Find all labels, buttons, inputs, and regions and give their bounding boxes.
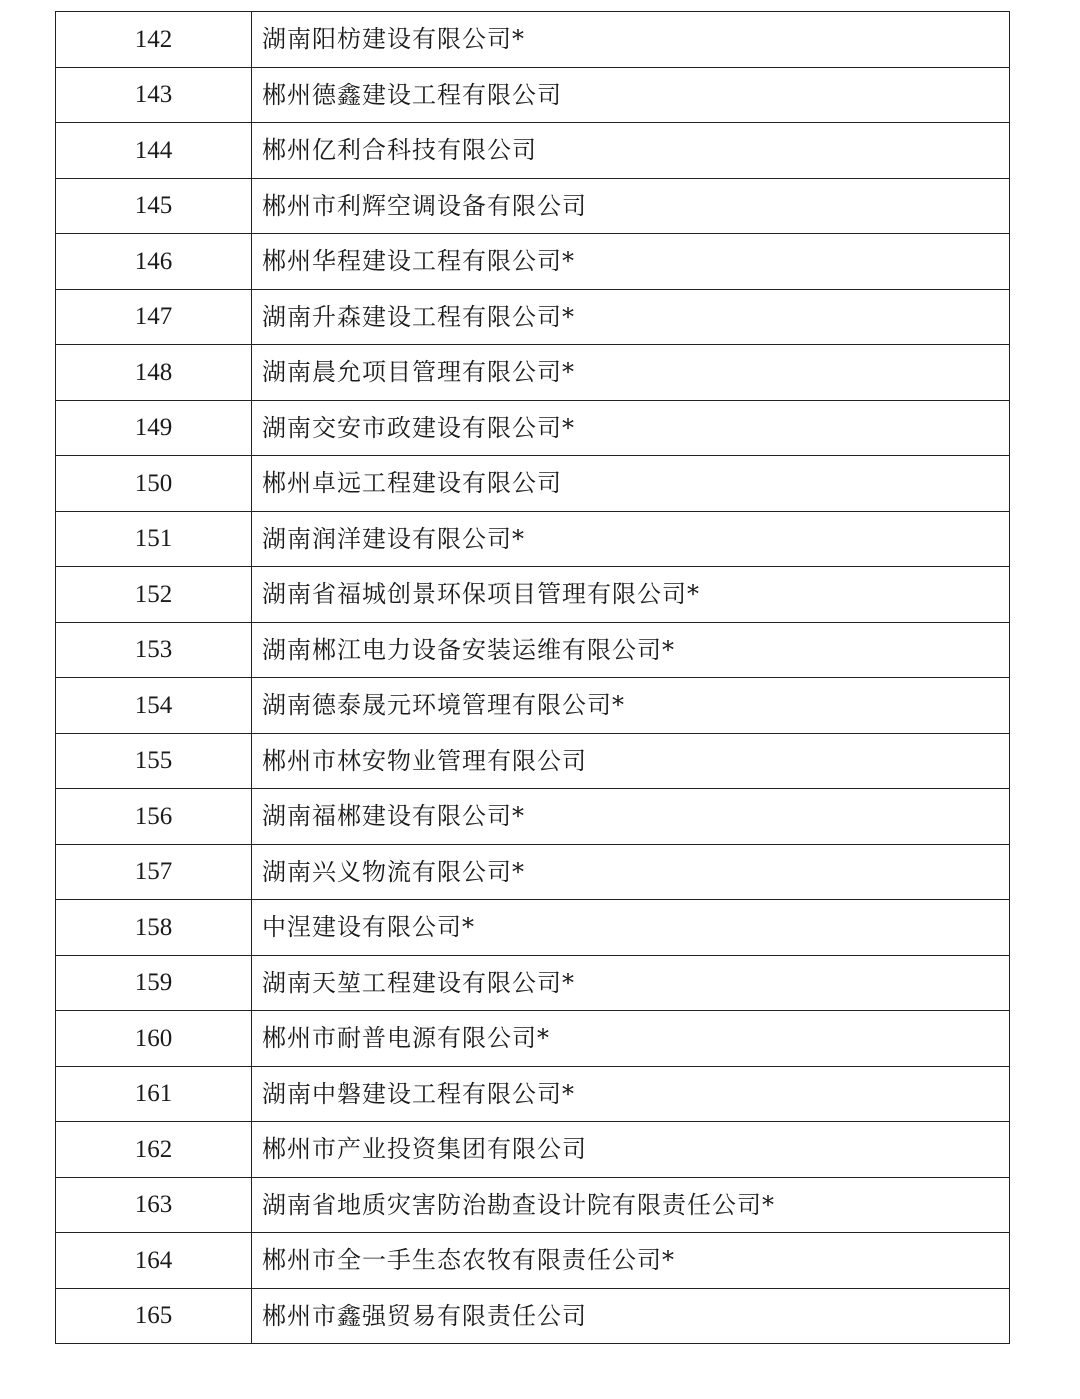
company-name-cell: 湖南郴江电力设备安装运维有限公司* bbox=[252, 622, 1010, 678]
company-name-cell: 湖南交安市政建设有限公司* bbox=[252, 400, 1010, 456]
row-number-cell: 150 bbox=[56, 456, 252, 512]
table-row bbox=[56, 1233, 1010, 1289]
row-number-cell: 142 bbox=[56, 12, 252, 68]
company-name-cell: 湖南德泰晟元环境管理有限公司* bbox=[252, 678, 1010, 734]
company-name-cell: 郴州市利辉空调设备有限公司 bbox=[252, 178, 1010, 234]
company-name-cell: 郴州亿利合科技有限公司 bbox=[252, 123, 1010, 179]
row-number-cell: 151 bbox=[56, 511, 252, 567]
company-name-cell: 湖南晨允项目管理有限公司* bbox=[252, 345, 1010, 401]
company-name-cell: 郴州市耐普电源有限公司* bbox=[252, 1011, 1010, 1067]
company-name-cell: 湖南升森建设工程有限公司* bbox=[252, 289, 1010, 345]
row-number-cell: 161 bbox=[56, 1066, 252, 1122]
row-number-cell: 145 bbox=[56, 178, 252, 234]
company-name-cell: 郴州市林安物业管理有限公司 bbox=[252, 733, 1010, 789]
table-row bbox=[56, 900, 1010, 956]
row-number-cell: 146 bbox=[56, 234, 252, 290]
table-row bbox=[56, 789, 1010, 845]
table-row bbox=[56, 733, 1010, 789]
company-name-cell: 湖南中磐建设工程有限公司* bbox=[252, 1066, 1010, 1122]
company-name-cell: 郴州市鑫强贸易有限责任公司 bbox=[252, 1288, 1010, 1344]
table-row bbox=[56, 234, 1010, 290]
company-name-cell: 湖南兴义物流有限公司* bbox=[252, 844, 1010, 900]
company-name-cell: 湖南省地质灾害防治勘查设计院有限责任公司* bbox=[252, 1177, 1010, 1233]
row-number-cell: 147 bbox=[56, 289, 252, 345]
table-row bbox=[56, 1177, 1010, 1233]
table-row bbox=[56, 955, 1010, 1011]
table-row bbox=[56, 178, 1010, 234]
row-number-cell: 148 bbox=[56, 345, 252, 401]
table-row bbox=[56, 289, 1010, 345]
table-row bbox=[56, 345, 1010, 401]
row-number-cell: 157 bbox=[56, 844, 252, 900]
company-name-cell: 郴州市全一手生态农牧有限责任公司* bbox=[252, 1233, 1010, 1289]
row-number-cell: 156 bbox=[56, 789, 252, 845]
row-number-cell: 143 bbox=[56, 67, 252, 123]
table-row bbox=[56, 511, 1010, 567]
table-row bbox=[56, 12, 1010, 68]
table-body bbox=[56, 12, 1010, 1344]
row-number-cell: 155 bbox=[56, 733, 252, 789]
company-name-cell: 郴州德鑫建设工程有限公司 bbox=[252, 67, 1010, 123]
row-number-cell: 164 bbox=[56, 1233, 252, 1289]
table-row bbox=[56, 622, 1010, 678]
row-number-cell: 153 bbox=[56, 622, 252, 678]
table-row bbox=[56, 1288, 1010, 1344]
company-name-cell: 郴州华程建设工程有限公司* bbox=[252, 234, 1010, 290]
row-number-cell: 158 bbox=[56, 900, 252, 956]
row-number-cell: 152 bbox=[56, 567, 252, 623]
row-number-cell: 165 bbox=[56, 1288, 252, 1344]
table-row bbox=[56, 1122, 1010, 1178]
company-list-table bbox=[55, 11, 1010, 1344]
table-row bbox=[56, 67, 1010, 123]
table-row bbox=[56, 123, 1010, 179]
company-name-cell: 湖南阳枋建设有限公司* bbox=[252, 12, 1010, 68]
row-number-cell: 162 bbox=[56, 1122, 252, 1178]
row-number-cell: 149 bbox=[56, 400, 252, 456]
table-row bbox=[56, 1066, 1010, 1122]
table-row bbox=[56, 1011, 1010, 1067]
company-name-cell: 中涅建设有限公司* bbox=[252, 900, 1010, 956]
company-name-cell: 湖南天堃工程建设有限公司* bbox=[252, 955, 1010, 1011]
company-name-cell: 湖南省福城创景环保项目管理有限公司* bbox=[252, 567, 1010, 623]
table-row bbox=[56, 400, 1010, 456]
row-number-cell: 154 bbox=[56, 678, 252, 734]
row-number-cell: 160 bbox=[56, 1011, 252, 1067]
company-name-cell: 湖南润洋建设有限公司* bbox=[252, 511, 1010, 567]
company-name-cell: 郴州市产业投资集团有限公司 bbox=[252, 1122, 1010, 1178]
table-row bbox=[56, 844, 1010, 900]
table-row bbox=[56, 567, 1010, 623]
row-number-cell: 144 bbox=[56, 123, 252, 179]
company-name-cell: 郴州卓远工程建设有限公司 bbox=[252, 456, 1010, 512]
table-row bbox=[56, 456, 1010, 512]
company-name-cell: 湖南福郴建设有限公司* bbox=[252, 789, 1010, 845]
table-row bbox=[56, 678, 1010, 734]
row-number-cell: 159 bbox=[56, 955, 252, 1011]
row-number-cell: 163 bbox=[56, 1177, 252, 1233]
